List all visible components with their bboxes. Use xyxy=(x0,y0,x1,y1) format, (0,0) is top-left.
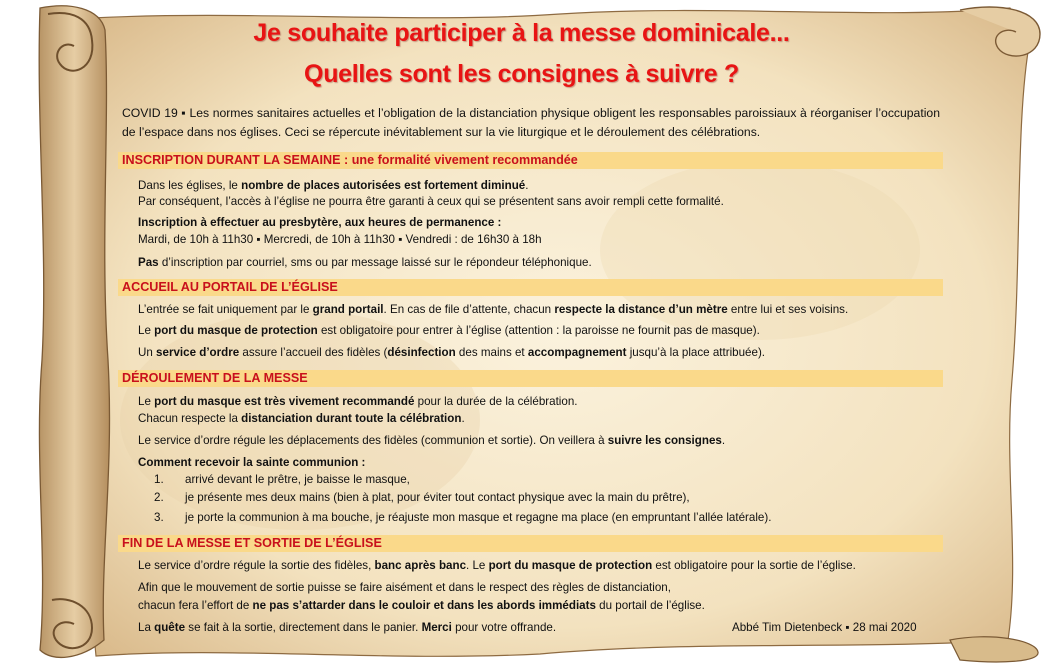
accueil-line-3: Un service d’ordre assure l’accueil des fidèles (désinfection des mains et accompagnement jusqu’à la place attribuée). xyxy=(138,346,766,359)
deroulement-line-1: Le port du masque est très vivement recommandé pour la durée de la célébration. xyxy=(138,395,578,408)
communion-heading: Comment recevoir la sainte communion : xyxy=(138,456,366,469)
deroulement-line-2: Chacun respecte la distanciation durant toute la célébration. xyxy=(138,412,465,425)
communion-step-number: 2. xyxy=(154,491,164,504)
fin-line-2: Afin que le mouvement de sortie puisse se faire aisément et dans le respect des règles de distanciation, xyxy=(138,581,671,594)
communion-step-text: je présente mes deux mains (bien à plat, pour éviter tout contact physique avec la main du prêtre), xyxy=(185,491,690,504)
fin-line-3: chacun fera l’effort de ne pas s’attarder dans le couloir et dans les abords immédiats du portail de l’église. xyxy=(138,599,705,612)
communion-step-number: 3. xyxy=(154,511,164,524)
inscription-hours: Mardi, de 10h à 11h30 ▪ Mercredi, de 10h à 11h30 ▪ Vendredi : de 16h30 à 18h xyxy=(138,233,542,246)
inscription-line-3: Inscription à effectuer au presbytère, aux heures de permanence : xyxy=(138,216,502,229)
title-line-1: Je souhaite participer à la messe dominicale... xyxy=(253,19,790,47)
inscription-line-5: Pas d’inscription par courriel, sms ou par message laissé sur le répondeur téléphonique. xyxy=(138,256,592,269)
heading-fin: FIN DE LA MESSE ET SORTIE DE L’ÉGLISE xyxy=(118,535,943,552)
inscription-line-2: Par conséquent, l’accès à l’église ne pourra être garanti à ceux qui se présentent sans avoir rempli cette formalité. xyxy=(138,195,724,208)
heading-accueil: ACCUEIL AU PORTAIL DE L’ÉGLISE xyxy=(118,279,943,296)
communion-step-text: arrivé devant le prêtre, je baisse le masque, xyxy=(185,473,410,486)
signature: Abbé Tim Dietenbeck ▪ 28 mai 2020 xyxy=(732,621,917,634)
intro-paragraph: COVID 19 ▪ Les normes sanitaires actuelles et l’obligation de la distanciation physique obligent les responsables paroissiaux à réorganiser l’occupation de l’espace dans nos églises. Ceci se répercute inévitablement sur la vie liturgique et le déroulement des célébrations. xyxy=(122,106,940,139)
accueil-line-2: Le port du masque de protection est obligatoire pour entrer à l’église (attention : la paroisse ne fournit pas de masque). xyxy=(138,324,760,337)
title-line-2: Quelles sont les consignes à suivre ? xyxy=(304,60,739,88)
fin-line-4: La quête se fait à la sortie, directement dans le panier. Merci pour votre offrande. xyxy=(138,621,557,634)
heading-inscription: INSCRIPTION DURANT LA SEMAINE : une formalité vivement recommandée xyxy=(118,152,943,169)
deroulement-line-3: Le service d’ordre régule les déplacements des fidèles (communion et sortie). On veillera à suivre les consignes. xyxy=(138,434,726,447)
fin-line-1: Le service d’ordre régule la sortie des fidèles, banc après banc. Le port du masque de protection est obligatoire pour la sortie de l’église. xyxy=(138,559,856,572)
accueil-line-1: L’entrée se fait uniquement par le grand portail. En cas de file d’attente, chacun respecte la distance d’un mètre entre lui et ses voisins. xyxy=(138,303,849,316)
communion-step-text: je porte la communion à ma bouche, je réajuste mon masque et regagne ma place (en empruntant l’allée latérale). xyxy=(185,511,772,524)
heading-deroulement: DÉROULEMENT DE LA MESSE xyxy=(118,370,943,387)
inscription-line-1: Dans les églises, le nombre de places autorisées est fortement diminué. xyxy=(138,179,529,192)
communion-step-number: 1. xyxy=(154,473,164,486)
